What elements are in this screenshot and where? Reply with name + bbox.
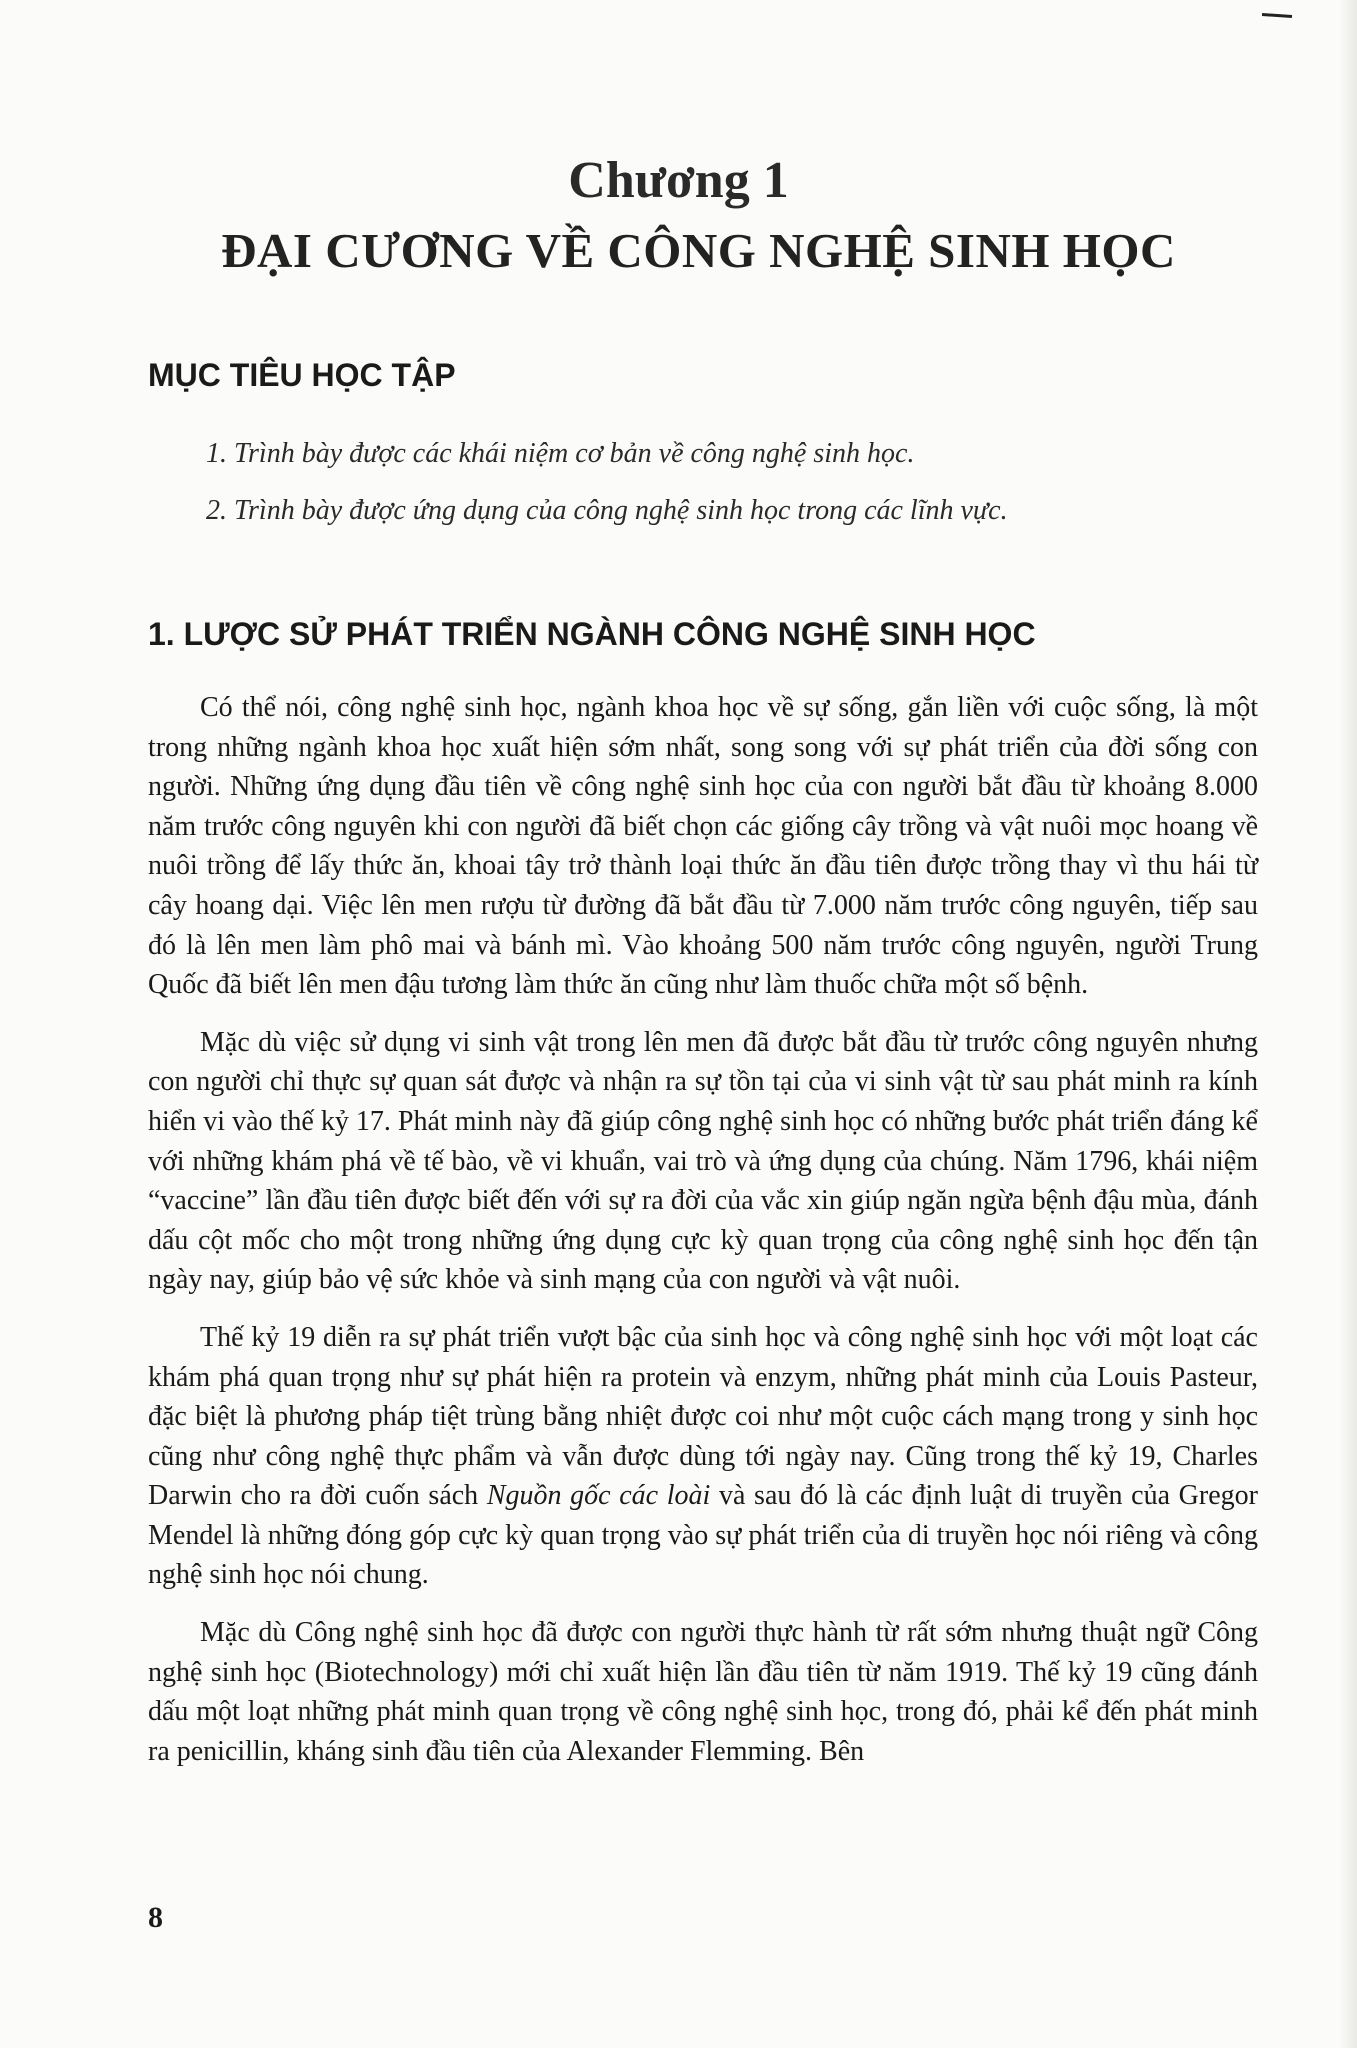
body-text — [148, 688, 1258, 1789]
chapter-number: Chương 1 — [568, 152, 789, 209]
paragraph — [148, 1318, 1258, 1595]
page-edge-shadow — [1339, 0, 1357, 2048]
chapter-title: ĐẠI CƯƠNG VỀ CÔNG NGHỆ SINH HỌC — [221, 223, 1176, 278]
paragraph: Mặc dù việc sử dụng vi sinh vật trong lên men đã được bắt đầu từ trước công nguyên nhưng con người chỉ thực sự quan sát được và nhận ra sự tồn tại của vi sinh vật từ sau phát minh ra kính hiển vi vào thế kỷ 17. Phát minh này đã giúp công nghệ sinh học có những bước phát triển đáng kể với những khám phá về tế bào, về vi khuẩn, vai trò và ứng dụng của chúng. Năm 1796, khái niệm “vaccine” lần đầu tiên được biết đến với sự ra đời của vắc xin giúp ngăn ngừa bệnh đậu mùa, đánh dấu cột mốc cho một trong những ứng dụng cực kỳ quan trọng của công nghệ sinh học đến tận ngày nay, giúp bảo vệ sức khỏe và sinh mạng của con người và vật nuôi. — [148, 1026, 1258, 1296]
paragraph: Có thể nói, công nghệ sinh học, ngành khoa học về sự sống, gắn liền với cuộc sống, là một trong những ngành khoa học xuất hiện sớm nhất, song song với sự phát triển của đời sống con người. Những ứng dụng đầu tiên về công nghệ sinh học của con người bắt đầu từ khoảng 8.000 năm trước công nguyên khi con người đã biết chọn các giống cây trồng và vật nuôi mọc hoang về nuôi trồng để lấy thức ăn, khoai tây trở thành loại thức ăn đầu tiên được trồng thay vì thu hái từ cây hoang dại. Việc lên men rượu từ đường đã bắt đầu từ 7.000 năm trước công nguyên, tiếp sau đó là lên men làm phô mai và bánh mì. Vào khoảng 500 năm trước công nguyên, người Trung Quốc đã biết lên men đậu tương làm thức ăn cũng như làm thuốc chữa một số bệnh. — [148, 692, 1258, 1001]
objectives-heading: MỤC TIÊU HỌC TẬP — [148, 357, 456, 393]
page-number: 8 — [148, 1901, 163, 1934]
paragraph-text: Thế kỷ 19 diễn ra sự phát triển vượt bậc của sinh học và công nghệ sinh học với một loạt các khám phá quan trọng như sự phát hiện ra protein và enzym, những phát minh của Louis Pasteur, đặc biệt là phương pháp tiệt trùng bằng nhiệt được coi như một cuộc cách mạng trong y sinh học cũng như công nghệ thực phẩm và vẫn được dùng tới ngày nay. Cũng trong thế kỷ 19, Charles Darwin cho ra đời cuốn sách — [148, 1321, 1258, 1512]
objective-item: 1. Trình bày được các khái niệm cơ bản về công nghệ sinh học. — [206, 438, 915, 469]
book-title: Nguồn gốc các loài — [486, 1480, 711, 1512]
section-heading: 1. LƯỢC SỬ PHÁT TRIỂN NGÀNH CÔNG NGHỆ SINH HỌC — [148, 616, 1036, 652]
objective-item: 2. Trình bày được ứng dụng của công nghệ sinh học trong các lĩnh vực. — [206, 495, 1008, 526]
paragraph-text: và sau đó là các định luật di truyền của Gregor Mendel là những đóng góp cực kỳ quan trọng vào sự phát triển của di truyền học nói riêng và công nghệ sinh học nói chung. — [148, 1480, 1258, 1591]
scan-mark — [1262, 13, 1292, 18]
paragraph: Mặc dù Công nghệ sinh học đã được con người thực hành từ rất sớm nhưng thuật ngữ Công nghệ sinh học (Biotechnology) mới chỉ xuất hiện lần đầu tiên từ năm 1919. Thế kỷ 19 cũng đánh dấu một loạt những phát minh quan trọng về công nghệ sinh học, trong đó, phải kể đến phát minh ra penicillin, kháng sinh đầu tiên của Alexander Flemming. Bên — [148, 1617, 1258, 1767]
